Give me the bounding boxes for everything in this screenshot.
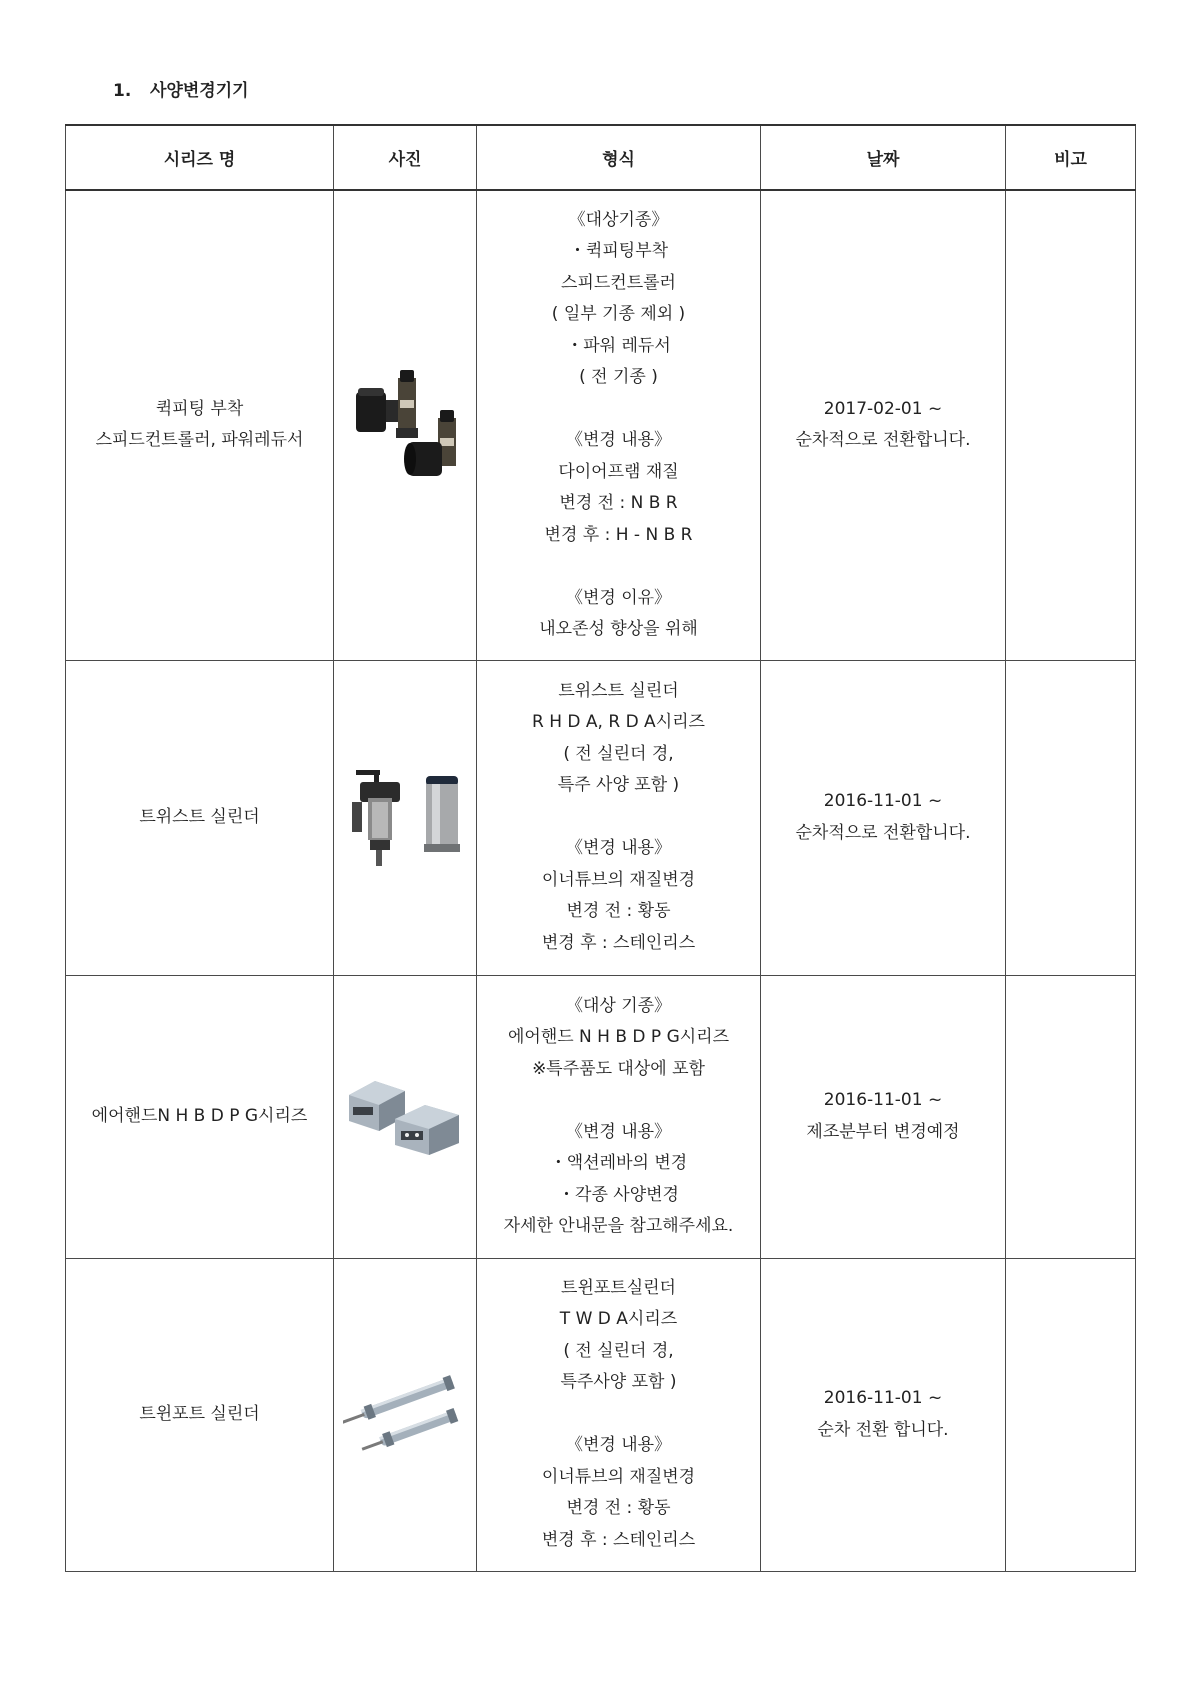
table-row: [66, 660, 1136, 975]
series-cell: 퀵피팅 부착 스피드컨트롤러, 파워레듀서: [66, 190, 334, 660]
twin-port-cylinder-photo: [343, 1375, 467, 1455]
spec-cell: 《대상기종》 ・퀵피팅부착 스피드컨트롤러 ( 일부 기종 제외 ) ・파워 레듀서 ( 전 기종 ) 《변경 내용》 다이어프램 재질 변경 전 : N B R 변경 후 : H - N B R 《변경 이유》 내오존성 향상을 위해: [477, 190, 761, 660]
spec-cell: 트위스트 실린더 R H D A, R D A시리즈 ( 전 실린더 경, 특주 사양 포함 ) 《변경 내용》 이너튜브의 재질변경 변경 전 : 황동 변경 후 : 스테인리스: [477, 660, 761, 975]
note-cell: [1006, 975, 1136, 1258]
date-cell: 2016-11-01 ~ 순차적으로 전환합니다.: [761, 660, 1006, 975]
photo-cell: [334, 975, 477, 1258]
photo-cell: [334, 660, 477, 975]
header-date: 날짜: [761, 125, 1006, 190]
spec-change-table: [65, 124, 1136, 1572]
series-cell: 트위스트 실린더: [66, 660, 334, 975]
section-title: 사양변경기기: [150, 81, 249, 101]
twist-cylinder-photo: [348, 768, 463, 868]
air-hand-photo: [345, 1077, 465, 1157]
table-row: [66, 190, 1136, 660]
spec-cell: 트윈포트실린더 T W D A시리즈 ( 전 실린더 경, 특주사양 포함 ) 《변경 내용》 이너튜브의 재질변경 변경 전 : 황동 변경 후 : 스테인리스: [477, 1258, 761, 1571]
series-cell: 트윈포트 실린더: [66, 1258, 334, 1571]
date-cell: 2016-11-01 ~ 제조분부터 변경예정: [761, 975, 1006, 1258]
spec-cell: 《대상 기종》 에어핸드 N H B D P G시리즈 ※특주품도 대상에 포함 《변경 내용》 ・액션레바의 변경 ・각종 사양변경 자세한 안내문을 참고해주세요.: [477, 975, 761, 1258]
date-cell: 2016-11-01 ~ 순차 전환 합니다.: [761, 1258, 1006, 1571]
note-cell: [1006, 1258, 1136, 1571]
table-row: [66, 975, 1136, 1258]
table-header-row: [66, 125, 1136, 190]
header-spec: 형식: [477, 125, 761, 190]
series-cell: 에어핸드N H B D P G시리즈: [66, 975, 334, 1258]
section-number: 1.: [113, 81, 132, 101]
table-row: [66, 1258, 1136, 1571]
photo-cell: [334, 1258, 477, 1571]
header-series: 시리즈 명: [66, 125, 334, 190]
date-cell: 2017-02-01 ~ 순차적으로 전환합니다.: [761, 190, 1006, 660]
note-cell: [1006, 660, 1136, 975]
photo-cell: [334, 190, 477, 660]
speed-controller-photo: [348, 370, 463, 480]
header-photo: 사진: [334, 125, 477, 190]
section-heading: [113, 76, 249, 101]
note-cell: [1006, 190, 1136, 660]
header-note: 비고: [1006, 125, 1136, 190]
